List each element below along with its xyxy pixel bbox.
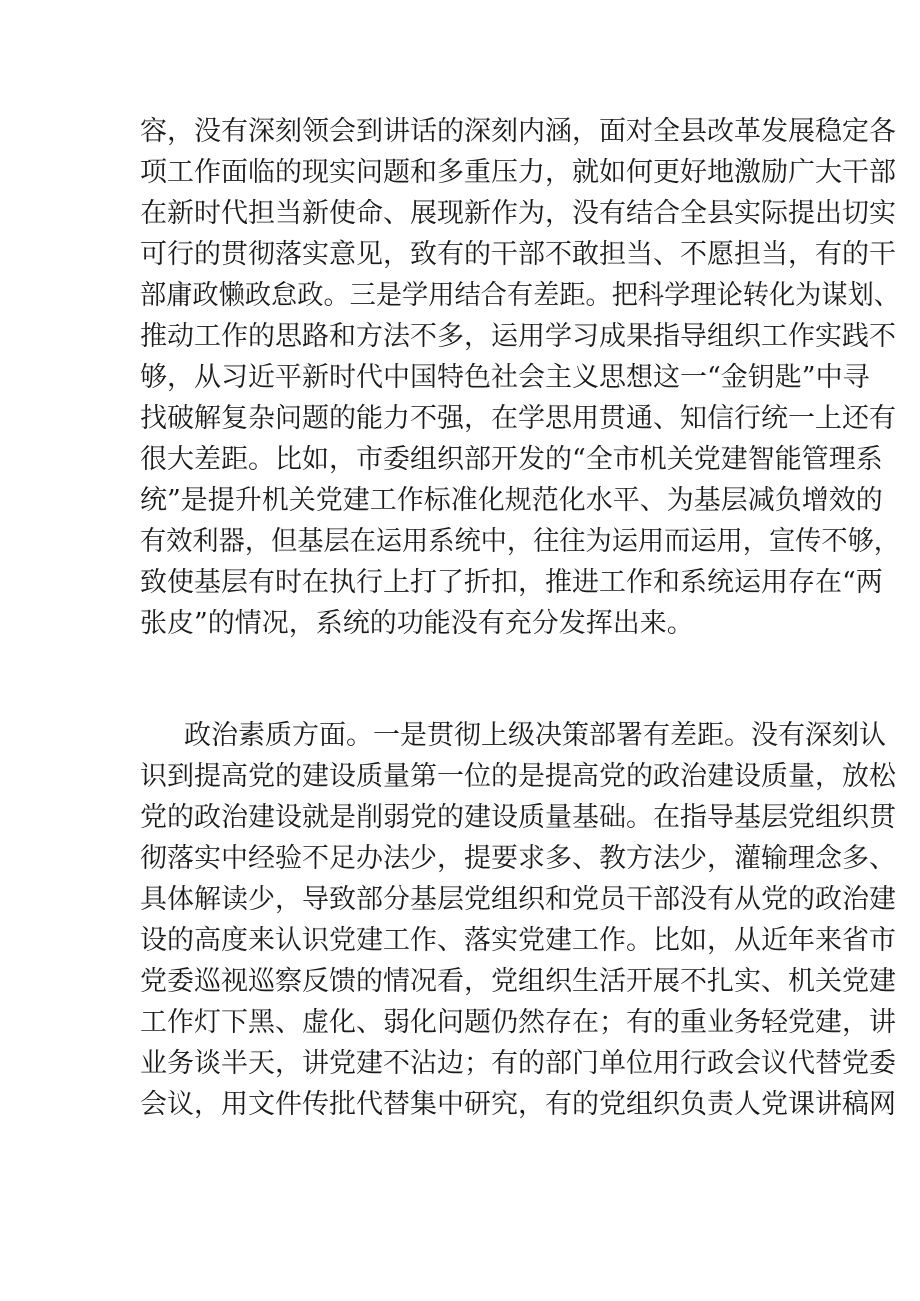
text-line: 致使基层有时在执行上打了折扣，推进工作和系统运用存在“两 (140, 567, 883, 598)
text-line: 推动工作的思路和方法不多，运用学习成果指导组织工作实践不 (140, 321, 896, 352)
text-line: 可行的贯彻落实意见，致有的干部不敢担当、不愿担当，有的干 (140, 239, 896, 270)
text-line: 很大差距。比如，市委组织部开发的“全市机关党建智能管理系 (140, 444, 883, 475)
text-line: 设的高度来认识党建工作、落实党建工作。比如，从近年来省市 (140, 925, 896, 956)
text-line: 具体解读少，导致部分基层党组织和党员干部没有从党的政治建 (140, 884, 896, 915)
text-line: 张皮”的情况，系统的功能没有充分发挥出来。 (140, 608, 694, 639)
text-line: 工作灯下黑、虚化、弱化问题仍然存在；有的重业务轻党建，讲 (140, 1007, 896, 1038)
text-line: 找破解复杂问题的能力不强，在学思用贯通、知信行统一上还有 (140, 403, 896, 434)
text-line: 党委巡视巡察反馈的情况看，党组织生活开展不扎实、机关党建 (140, 966, 896, 997)
text-line: 业务谈半天，讲党建不沾边；有的部门单位用行政会议代替党委 (140, 1048, 896, 1079)
text-line: 部庸政懒政怠政。三是学用结合有差距。把科学理论转化为谋划、 (140, 280, 900, 311)
text-line: 政治素质方面。一是贯彻上级决策部署有差距。没有深刻认 (184, 720, 886, 751)
text-line: 识到提高党的建设质量第一位的是提高党的政治建设质量，放松 (140, 761, 896, 792)
text-line: 彻落实中经验不足办法少，提要求多、教方法少，灌输理念多、 (140, 843, 896, 874)
text-line: 容，没有深刻领会到讲话的深刻内涵，面对全县改革发展稳定各 (140, 116, 896, 147)
text-line: 有效利器，但基层在运用系统中，往往为运用而运用，宣传不够， (140, 526, 900, 557)
text-line: 项工作面临的现实问题和多重压力，就如何更好地激励广大干部 (140, 157, 896, 188)
text-line: 会议，用文件传批代替集中研究，有的党组织负责人党课讲稿网 (140, 1089, 896, 1120)
text-line: 统”是提升机关党建工作标准化规范化水平、为基层减负增效的 (140, 485, 883, 516)
text-line: 在新时代担当新使命、展现新作为，没有结合全县实际提出切实 (140, 198, 896, 229)
text-line: 党的政治建设就是削弱党的建设质量基础。在指导基层党组织贯 (140, 802, 896, 833)
text-line: 够，从习近平新时代中国特色社会主义思想这一“金钥匙”中寻 (140, 362, 870, 393)
